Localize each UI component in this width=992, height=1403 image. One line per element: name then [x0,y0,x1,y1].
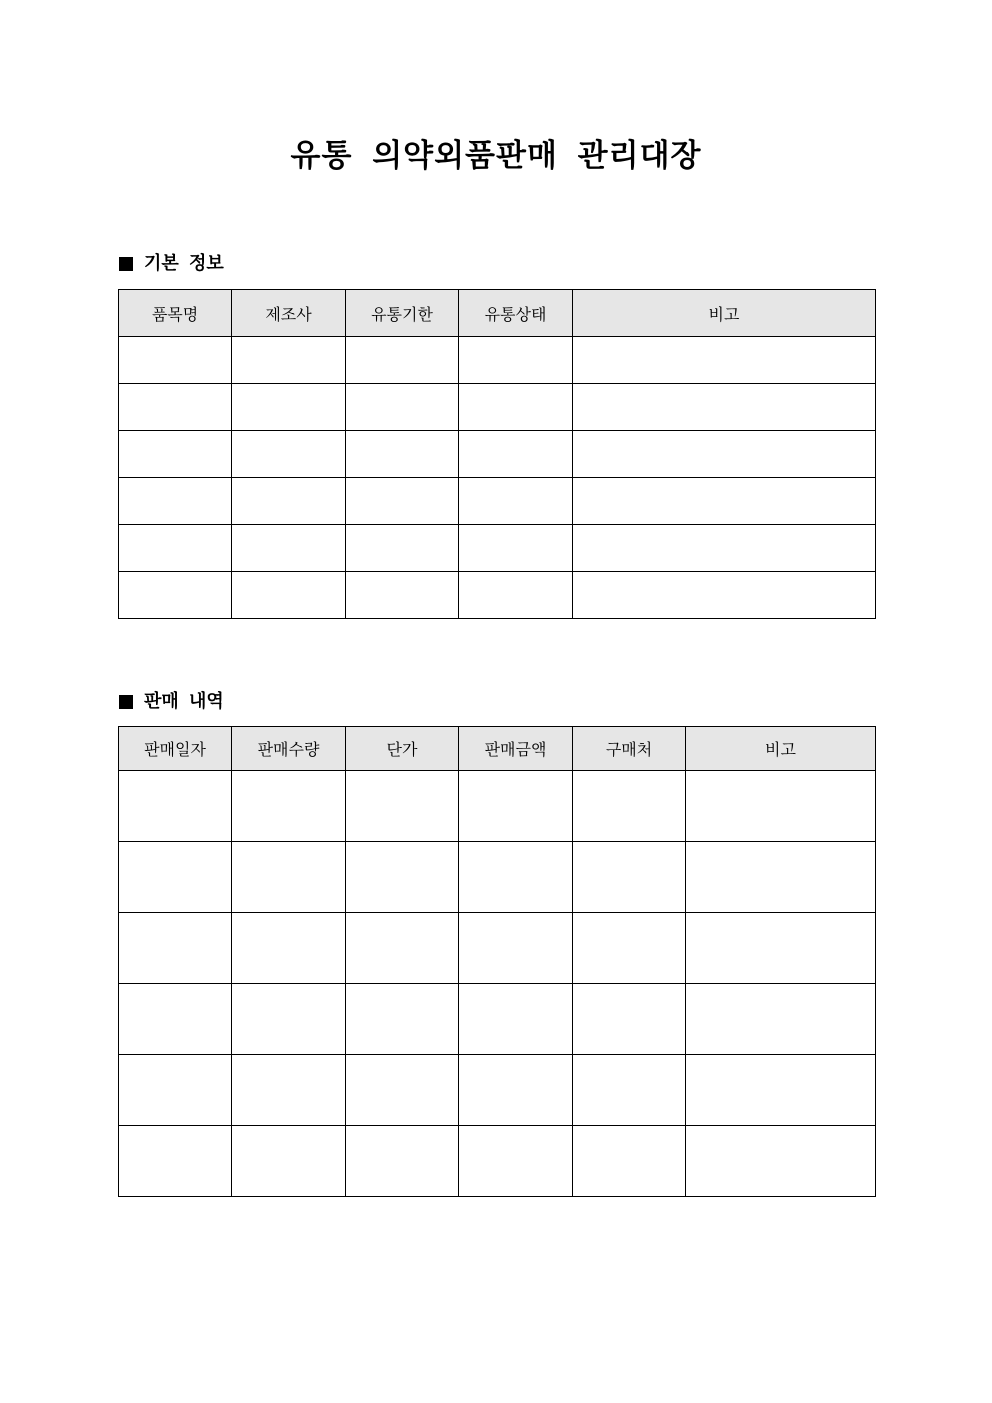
table-cell[interactable] [119,1055,232,1126]
table-cell[interactable] [573,337,876,384]
table-cell[interactable] [459,525,573,572]
table-cell[interactable] [573,1055,686,1126]
table-cell[interactable] [232,384,346,431]
column-header-sale-date: 판매일자 [119,727,232,771]
table-cell[interactable] [573,984,686,1055]
section-heading-basic-info [119,251,224,277]
table-row [119,1055,876,1126]
table-cell[interactable] [346,572,459,619]
table-row [119,984,876,1055]
table-cell[interactable] [119,1126,232,1197]
table-cell[interactable] [459,842,573,913]
section-heading-label: 기본 정보 [144,253,224,274]
table-cell[interactable] [232,525,346,572]
table-cell[interactable] [119,431,232,478]
column-header-remarks: 비고 [686,727,876,771]
column-header-sale-quantity: 판매수량 [232,727,346,771]
table-cell[interactable] [119,525,232,572]
table-cell[interactable] [459,1055,573,1126]
table-cell[interactable] [346,984,459,1055]
column-header-sale-amount: 판매금액 [459,727,573,771]
table-cell[interactable] [232,984,346,1055]
table-cell[interactable] [459,771,573,842]
table-row [119,478,876,525]
table-cell[interactable] [346,525,459,572]
table-row [119,913,876,984]
table-cell[interactable] [119,337,232,384]
table-cell[interactable] [459,1126,573,1197]
table-cell[interactable] [573,525,876,572]
table-cell[interactable] [573,431,876,478]
column-header-purchaser: 구매처 [573,727,686,771]
table-cell[interactable] [232,478,346,525]
table-cell[interactable] [119,842,232,913]
table-cell[interactable] [232,337,346,384]
table-cell[interactable] [686,913,876,984]
table-cell[interactable] [573,842,686,913]
table-cell[interactable] [232,1055,346,1126]
table-cell[interactable] [573,913,686,984]
column-header-distribution-status: 유통상태 [459,290,573,337]
black-square-icon [119,695,133,709]
table-cell[interactable] [119,384,232,431]
sales-history-table [118,726,876,1197]
table-cell[interactable] [686,984,876,1055]
table-cell[interactable] [459,913,573,984]
table-cell[interactable] [346,1126,459,1197]
table-cell[interactable] [119,771,232,842]
table-cell[interactable] [573,384,876,431]
table-row [119,842,876,913]
table-cell[interactable] [346,913,459,984]
table-cell[interactable] [119,984,232,1055]
column-header-item-name: 품목명 [119,290,232,337]
document-title: 유통 의약외품판매 관리대장 [290,138,702,174]
table-cell[interactable] [686,1126,876,1197]
table-cell[interactable] [573,478,876,525]
table-cell[interactable] [459,478,573,525]
table-cell[interactable] [346,771,459,842]
table-cell[interactable] [573,771,686,842]
basic-info-body [119,337,876,619]
table-cell[interactable] [346,431,459,478]
table-cell[interactable] [346,384,459,431]
table-cell[interactable] [346,1055,459,1126]
table-cell[interactable] [573,572,876,619]
section-heading-sales-history [119,689,224,715]
table-row [119,384,876,431]
table-cell[interactable] [459,572,573,619]
table-cell[interactable] [459,384,573,431]
table-cell[interactable] [232,842,346,913]
table-cell[interactable] [459,337,573,384]
table-cell[interactable] [459,431,573,478]
table-cell[interactable] [232,572,346,619]
table-cell[interactable] [232,771,346,842]
table-cell[interactable] [459,984,573,1055]
table-cell[interactable] [573,1126,686,1197]
table-header-row [119,290,876,337]
table-row [119,337,876,384]
column-header-expiry-date: 유통기한 [346,290,459,337]
table-cell[interactable] [119,478,232,525]
basic-info-table [118,289,876,619]
table-cell[interactable] [346,842,459,913]
table-cell[interactable] [232,431,346,478]
table-row [119,1126,876,1197]
table-row [119,431,876,478]
table-cell[interactable] [346,337,459,384]
table-row [119,572,876,619]
column-header-unit-price: 단가 [346,727,459,771]
table-row [119,525,876,572]
table-cell[interactable] [686,1055,876,1126]
black-square-icon [119,257,133,271]
table-cell[interactable] [119,572,232,619]
column-header-remarks: 비고 [573,290,876,337]
sales-history-body [119,771,876,1197]
table-cell[interactable] [346,478,459,525]
table-cell[interactable] [686,771,876,842]
column-header-manufacturer: 제조사 [232,290,346,337]
table-row [119,771,876,842]
table-cell[interactable] [119,913,232,984]
table-cell[interactable] [232,913,346,984]
table-cell[interactable] [686,842,876,913]
table-cell[interactable] [232,1126,346,1197]
table-header-row [119,727,876,771]
section-heading-label: 판매 내역 [144,691,224,712]
